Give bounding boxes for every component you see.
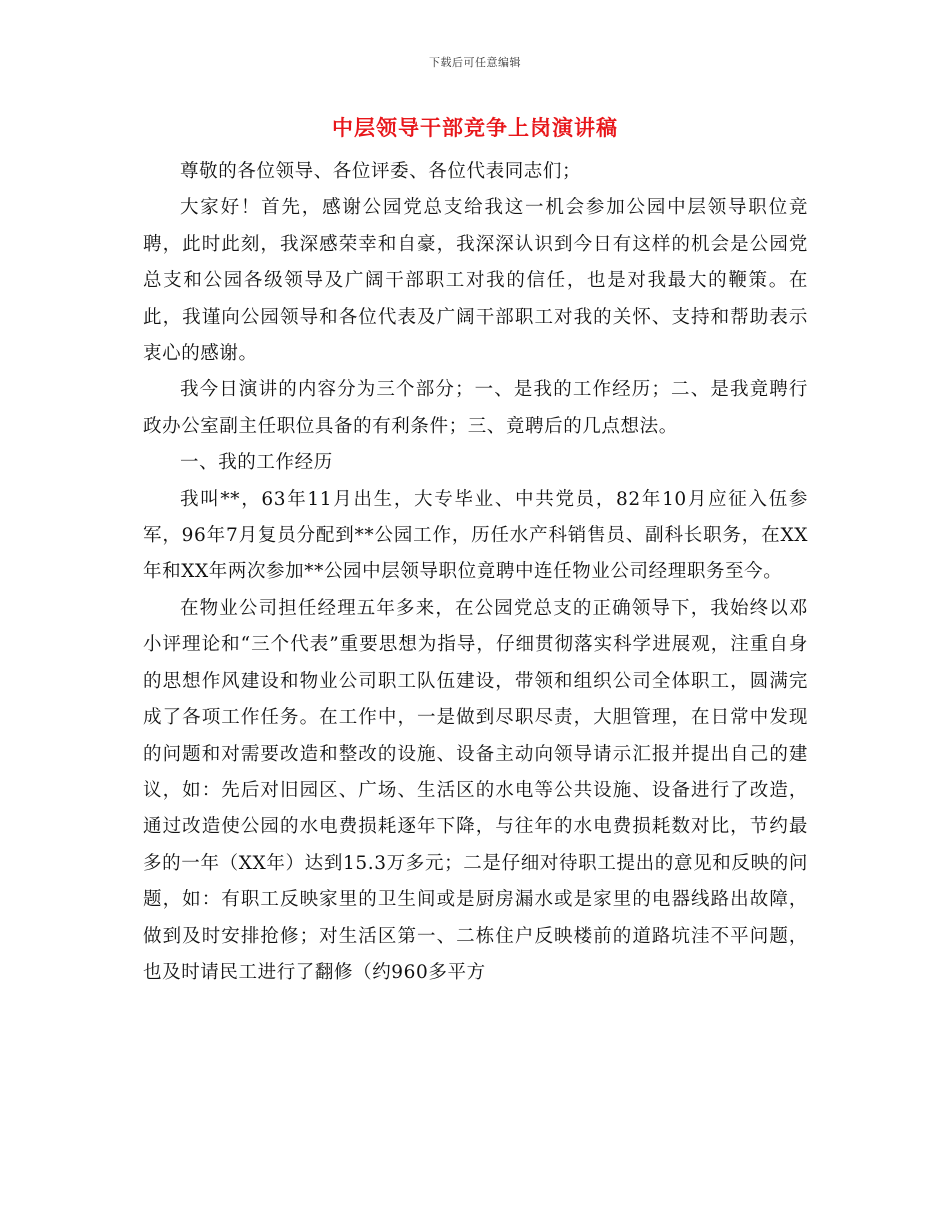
paragraph-salutation: 尊敬的各位领导、各位评委、各位代表同志们； (180, 161, 582, 182)
paragraph-personal-intro: 我叫**，63年11月出生，大专毕业、中共党员，82年10月应征入伍参军，96年7月复员分配到**公园工作，历任水产科销售员、副科长职务，在XX年和XX年两次参加**公园中层领导职位竟聘中连任物业公司经理职务至今。 (143, 488, 808, 583)
header-note: 下载后可任意编辑 (429, 56, 521, 69)
document-title: 中层领导干部竞争上岗演讲稿 (332, 116, 618, 140)
paragraph-achievements: 在物业公司担任经理五年多来，在公园党总支的正确领导下，我始终以邓小评理论和“三个代表”重要思想为指导，仔细贯彻落实科学进展观，注重自身的思想作风建设和物业公司职工队伍建设，带领和组织公司全体职工，圆满完成了各项工作任务。在工作中，一是做到尽职尽责，大胆管理，在日常中发现的问题和对需要改造和整改的设施、设备主动向领导请示汇报并提出自己的建议，如：先后对旧园区、广场、生活区的水电等公共设施、设备进行了改造，通过改造使公园的水电费损耗逐年下降，与往年的水电费损耗数对比，节约最多的一年（XX年）达到15.3万多元；二是仔细对待职工提出的意见和反映的问题，如：有职工反映家里的卫生间或是厨房漏水或是家里的电器线路出故障，做到及时安排抢修；对生活区第一、二栋住户反映楼前的道路坑洼不平问题，也及时请民工进行了翻修（约960多平方 (143, 597, 808, 983)
paragraph-outline: 我今日演讲的内容分为三个部分；一、是我的工作经历；二、是我竟聘行政办公室副主任职位具备的有利条件；三、竟聘后的几点想法。 (143, 379, 808, 437)
document-body (143, 154, 808, 991)
paragraph-greeting: 大家好！首先，感谢公园党总支给我这一机会参加公园中层领导职位竞聘，此时此刻，我深感荣幸和自豪，我深深认识到今日有这样的机会是公园党总支和公园各级领导及广阔干部职工对我的信任，也是对我最大的鞭策。在此，我谨向公园领导和各位代表及广阔干部职工对我的关怀、支持和帮助表示衷心的感谢。 (143, 197, 808, 365)
section-heading-work-experience: 一、我的工作经历 (180, 452, 333, 474)
